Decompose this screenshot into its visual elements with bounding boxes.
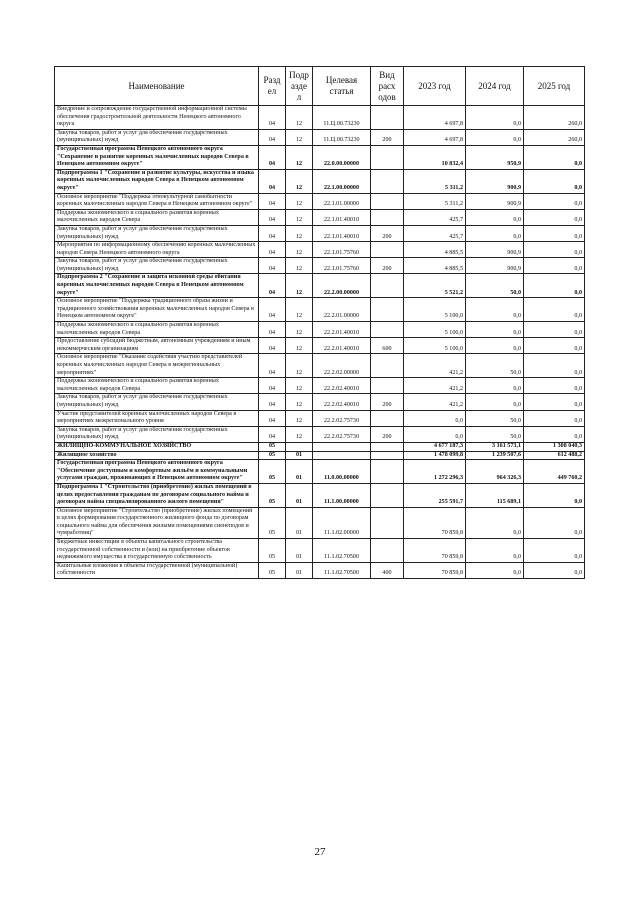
row-vid-cell bbox=[371, 193, 404, 209]
row-2024-cell: 964 326,3 bbox=[466, 460, 524, 484]
row-razdel-cell: 05 bbox=[259, 539, 286, 563]
table-header-row bbox=[55, 67, 585, 106]
table-row bbox=[55, 539, 585, 563]
row-podrazdel-cell: 01 bbox=[286, 539, 313, 563]
table-row bbox=[55, 338, 585, 354]
row-2024-cell: 3 161 573,1 bbox=[466, 442, 524, 451]
row-2023-cell: 70 859,8 bbox=[404, 562, 466, 578]
row-2025-cell: 0,0 bbox=[524, 274, 585, 298]
table-row bbox=[55, 225, 585, 241]
row-podrazdel-cell: 01 bbox=[286, 483, 313, 507]
row-razdel-cell: 04 bbox=[259, 322, 286, 338]
row-vid-cell bbox=[371, 274, 404, 298]
row-2023-cell: 1 478 099,8 bbox=[404, 451, 466, 460]
row-2025-cell: 0,0 bbox=[524, 322, 585, 338]
row-vid-cell bbox=[371, 322, 404, 338]
row-podrazdel-cell: 12 bbox=[286, 169, 313, 193]
row-2024-cell: 0,0 bbox=[466, 225, 524, 241]
row-2025-cell: 1 308 040,3 bbox=[524, 442, 585, 451]
row-podrazdel-cell: 01 bbox=[286, 451, 313, 460]
row-2023-cell: 70 859,8 bbox=[404, 507, 466, 538]
row-article-cell: 22.0.00.00000 bbox=[313, 145, 371, 169]
table-row bbox=[55, 394, 585, 410]
row-name-cell: Основное мероприятие "Строительство (приобретение) жилых помещений в целях формирования государственного жилищного фонда по договорам социального найма для обеспечения жилыми помещениями сиенеподов и чумработниц" bbox=[55, 507, 259, 538]
row-vid-cell bbox=[371, 442, 404, 451]
row-2024-cell: 0,0 bbox=[466, 378, 524, 394]
row-razdel-cell: 04 bbox=[259, 394, 286, 410]
row-2023-cell: 5 100,0 bbox=[404, 338, 466, 354]
row-podrazdel-cell: 12 bbox=[286, 338, 313, 354]
row-2024-cell: 1 239 507,6 bbox=[466, 451, 524, 460]
row-2025-cell: 0,0 bbox=[524, 562, 585, 578]
row-2025-cell: 612 488,2 bbox=[524, 451, 585, 460]
table-row bbox=[55, 562, 585, 578]
row-vid-cell: 400 bbox=[371, 562, 404, 578]
row-vid-cell bbox=[371, 298, 404, 322]
row-2025-cell: 260,0 bbox=[524, 106, 585, 130]
row-article-cell: 11.Ц.00.73230 bbox=[313, 106, 371, 130]
row-2024-cell: 0,0 bbox=[466, 322, 524, 338]
row-podrazdel-cell: 12 bbox=[286, 145, 313, 169]
row-razdel-cell: 04 bbox=[259, 298, 286, 322]
row-2025-cell: 0,0 bbox=[524, 209, 585, 225]
row-name-cell: Закупка товаров, работ и услуг для обеспечения государственных (муниципальных) нужд bbox=[55, 426, 259, 442]
row-razdel-cell: 04 bbox=[259, 193, 286, 209]
row-vid-cell bbox=[371, 539, 404, 563]
row-2023-cell: 421,2 bbox=[404, 394, 466, 410]
row-2023-cell: 70 859,8 bbox=[404, 539, 466, 563]
row-name-cell: Поддержка экономического и социального развития коренных малочисленных народов Севера bbox=[55, 209, 259, 225]
row-vid-cell bbox=[371, 460, 404, 484]
row-2025-cell: 0,0 bbox=[524, 298, 585, 322]
row-2024-cell: 0,0 bbox=[466, 394, 524, 410]
row-podrazdel-cell: 01 bbox=[286, 460, 313, 484]
row-podrazdel-cell: 12 bbox=[286, 193, 313, 209]
row-podrazdel-cell: 01 bbox=[286, 562, 313, 578]
table-row bbox=[55, 322, 585, 338]
table-row bbox=[55, 258, 585, 274]
header-name: Наименование bbox=[55, 67, 259, 106]
row-2025-cell: 0,0 bbox=[524, 354, 585, 378]
row-name-cell: Основное мероприятие "Поддержка этнокультурной самобытности коренных малочисленных народов Севера в Ненецком автономном округе" bbox=[55, 193, 259, 209]
row-podrazdel-cell: 12 bbox=[286, 378, 313, 394]
table-row bbox=[55, 442, 585, 451]
row-2025-cell: 0,0 bbox=[524, 258, 585, 274]
row-vid-cell: 600 bbox=[371, 338, 404, 354]
row-razdel-cell: 04 bbox=[259, 354, 286, 378]
header-2025: 2025 год bbox=[524, 67, 585, 106]
row-name-cell: Бюджетные инвестиции в объекты капитального строительства государственной собственности и (или) на приобретение объектов недвижимого имущества в государственную собственность bbox=[55, 539, 259, 563]
header-vid: Вид расх одов bbox=[371, 67, 404, 106]
row-vid-cell bbox=[371, 209, 404, 225]
row-article-cell: 22.2.00.00000 bbox=[313, 274, 371, 298]
row-article-cell: 22.2.02.75730 bbox=[313, 426, 371, 442]
row-vid-cell bbox=[371, 410, 404, 426]
row-article-cell: 22.2.01.00000 bbox=[313, 298, 371, 322]
row-vid-cell bbox=[371, 106, 404, 130]
row-article-cell bbox=[313, 442, 371, 451]
row-podrazdel-cell: 12 bbox=[286, 209, 313, 225]
row-article-cell: 11.Ц.00.73230 bbox=[313, 129, 371, 145]
row-2025-cell: 0,0 bbox=[524, 394, 585, 410]
row-2025-cell: 0,0 bbox=[524, 242, 585, 258]
table-row bbox=[55, 209, 585, 225]
row-2025-cell: 0,0 bbox=[524, 225, 585, 241]
row-2024-cell: 0,0 bbox=[466, 106, 524, 130]
row-name-cell: Закупка товаров, работ и услуг для обеспечения государственных (муниципальных) нужд bbox=[55, 394, 259, 410]
row-2023-cell: 4 885,5 bbox=[404, 242, 466, 258]
row-article-cell: 22.1.01.75760 bbox=[313, 258, 371, 274]
row-article-cell: 22.1.01.75760 bbox=[313, 242, 371, 258]
header-podrazdel: Подр азде л bbox=[286, 67, 313, 106]
row-2023-cell: 425,7 bbox=[404, 225, 466, 241]
table-row bbox=[55, 483, 585, 507]
row-podrazdel-cell: 12 bbox=[286, 129, 313, 145]
row-2025-cell: 0,0 bbox=[524, 539, 585, 563]
table-row bbox=[55, 426, 585, 442]
row-razdel-cell: 04 bbox=[259, 209, 286, 225]
row-podrazdel-cell: 12 bbox=[286, 298, 313, 322]
row-podrazdel-cell: 12 bbox=[286, 394, 313, 410]
row-podrazdel-cell: 01 bbox=[286, 507, 313, 538]
row-2023-cell: 1 272 296,3 bbox=[404, 460, 466, 484]
row-2024-cell: 950,9 bbox=[466, 145, 524, 169]
row-2024-cell: 50,0 bbox=[466, 410, 524, 426]
row-razdel-cell: 05 bbox=[259, 451, 286, 460]
row-name-cell: Основное мероприятие "Оказание содействия участию представителей коренных малочисленных народов Севера в межрегиональных мероприятиях" bbox=[55, 354, 259, 378]
row-article-cell bbox=[313, 451, 371, 460]
row-2023-cell: 5 521,2 bbox=[404, 274, 466, 298]
row-name-cell: Капитальные вложения в объекты государственной (муниципальной) собственности bbox=[55, 562, 259, 578]
row-article-cell: 22.1.01.40010 bbox=[313, 225, 371, 241]
row-2025-cell: 0,0 bbox=[524, 483, 585, 507]
row-2025-cell: 0,0 bbox=[524, 378, 585, 394]
row-vid-cell bbox=[371, 451, 404, 460]
table-body bbox=[55, 106, 585, 579]
row-razdel-cell: 04 bbox=[259, 426, 286, 442]
row-razdel-cell: 04 bbox=[259, 258, 286, 274]
row-name-cell: Мероприятия по информационному обеспечению коренных малочисленных народов Севера Ненецкого автономного округа bbox=[55, 242, 259, 258]
row-podrazdel-cell: 12 bbox=[286, 410, 313, 426]
row-razdel-cell: 04 bbox=[259, 242, 286, 258]
row-2023-cell: 0,0 bbox=[404, 410, 466, 426]
row-article-cell: 22.2.02.40010 bbox=[313, 378, 371, 394]
row-2025-cell: 0,0 bbox=[524, 410, 585, 426]
row-vid-cell: 200 bbox=[371, 225, 404, 241]
row-name-cell: Поддержка экономического и социального развития коренных малочисленных народов Севера bbox=[55, 378, 259, 394]
row-2023-cell: 4 697,8 bbox=[404, 129, 466, 145]
row-2024-cell: 0,0 bbox=[466, 209, 524, 225]
row-2024-cell: 50,0 bbox=[466, 354, 524, 378]
row-article-cell: 22.2.02.75730 bbox=[313, 410, 371, 426]
row-2024-cell: 0,0 bbox=[466, 298, 524, 322]
header-article: Целевая статья bbox=[313, 67, 371, 106]
row-name-cell: Подпрограмма 2 "Сохранение и защита исконной среды обитания коренных малочисленных народов Севера в Ненецком автономном округе" bbox=[55, 274, 259, 298]
row-2025-cell: 0,0 bbox=[524, 145, 585, 169]
table-row bbox=[55, 378, 585, 394]
row-2024-cell: 900,9 bbox=[466, 169, 524, 193]
row-2023-cell: 425,7 bbox=[404, 209, 466, 225]
row-2023-cell: 5 100,0 bbox=[404, 298, 466, 322]
row-razdel-cell: 04 bbox=[259, 169, 286, 193]
row-2023-cell: 5 311,2 bbox=[404, 169, 466, 193]
row-2025-cell: 260,0 bbox=[524, 129, 585, 145]
row-name-cell: ЖИЛИЩНО-КОММУНАЛЬНОЕ ХОЗЯЙСТВО bbox=[55, 442, 259, 451]
row-article-cell: 22.1.00.00000 bbox=[313, 169, 371, 193]
table-row bbox=[55, 145, 585, 169]
row-2025-cell: 0,0 bbox=[524, 338, 585, 354]
row-name-cell: Закупка товаров, работ и услуг для обеспечения государственных (муниципальных) нужд bbox=[55, 129, 259, 145]
table-row bbox=[55, 507, 585, 538]
row-razdel-cell: 05 bbox=[259, 460, 286, 484]
row-2024-cell: 0,0 bbox=[466, 539, 524, 563]
row-2023-cell: 4 885,5 bbox=[404, 258, 466, 274]
row-2024-cell: 900,9 bbox=[466, 242, 524, 258]
row-2024-cell: 0,0 bbox=[466, 507, 524, 538]
row-name-cell: Поддержка экономического и социального развития коренных малочисленных народов Севера bbox=[55, 322, 259, 338]
row-razdel-cell: 04 bbox=[259, 338, 286, 354]
row-razdel-cell: 05 bbox=[259, 507, 286, 538]
page-number: 27 bbox=[314, 846, 326, 858]
table-row bbox=[55, 274, 585, 298]
row-podrazdel-cell: 12 bbox=[286, 242, 313, 258]
row-vid-cell bbox=[371, 169, 404, 193]
table-row bbox=[55, 451, 585, 460]
row-2023-cell: 421,2 bbox=[404, 354, 466, 378]
row-article-cell: 11.1.00.00000 bbox=[313, 483, 371, 507]
row-name-cell: Государственная программа Ненецкого автономного округа "Обеспечение доступным и комфортным жильём и коммунальными услугами граждан, проживающих в Ненецком автономном округе" bbox=[55, 460, 259, 484]
row-2025-cell: 0,0 bbox=[524, 193, 585, 209]
row-vid-cell bbox=[371, 145, 404, 169]
table-row bbox=[55, 298, 585, 322]
row-name-cell: Жилищное хозяйство bbox=[55, 451, 259, 460]
row-article-cell: 22.2.02.00000 bbox=[313, 354, 371, 378]
table-row bbox=[55, 410, 585, 426]
row-name-cell: Подпрограмма 1 "Строительство (приобретение) жилых помещений в целях предоставления гражданам по договорам социального найма и договорам найма специализированного жилого помещения" bbox=[55, 483, 259, 507]
row-vid-cell bbox=[371, 354, 404, 378]
table-row bbox=[55, 129, 585, 145]
row-vid-cell: 200 bbox=[371, 129, 404, 145]
row-podrazdel-cell: 12 bbox=[286, 274, 313, 298]
row-2024-cell: 50,0 bbox=[466, 274, 524, 298]
row-razdel-cell: 05 bbox=[259, 562, 286, 578]
row-article-cell: 11.0.00.00000 bbox=[313, 460, 371, 484]
row-article-cell: 22.2.01.40010 bbox=[313, 322, 371, 338]
row-article-cell: 22.1.01.40010 bbox=[313, 209, 371, 225]
row-2023-cell: 0,0 bbox=[404, 426, 466, 442]
row-vid-cell: 200 bbox=[371, 426, 404, 442]
row-2024-cell: 900,9 bbox=[466, 258, 524, 274]
row-2024-cell: 0,0 bbox=[466, 338, 524, 354]
row-2025-cell: 0,0 bbox=[524, 426, 585, 442]
row-2023-cell: 10 832,4 bbox=[404, 145, 466, 169]
table-row bbox=[55, 193, 585, 209]
row-name-cell: Государственная программа Ненецкого автономного округа "Сохранение и развитие коренных малочисленных народов Севера в Ненецком автономном округе" bbox=[55, 145, 259, 169]
row-razdel-cell: 04 bbox=[259, 274, 286, 298]
row-razdel-cell: 04 bbox=[259, 378, 286, 394]
row-razdel-cell: 04 bbox=[259, 145, 286, 169]
row-name-cell: Основное мероприятие "Поддержка традиционного образа жизни и традиционного хозяйствования коренных малочисленных народов Севера в Ненецком автономном округе" bbox=[55, 298, 259, 322]
table-row bbox=[55, 169, 585, 193]
row-vid-cell: 200 bbox=[371, 258, 404, 274]
table-row bbox=[55, 460, 585, 484]
row-2025-cell: 0,0 bbox=[524, 507, 585, 538]
row-article-cell: 22.1.01.00000 bbox=[313, 193, 371, 209]
row-razdel-cell: 04 bbox=[259, 410, 286, 426]
row-razdel-cell: 05 bbox=[259, 483, 286, 507]
row-podrazdel-cell: 12 bbox=[286, 225, 313, 241]
row-podrazdel-cell bbox=[286, 442, 313, 451]
row-name-cell: Внедрение и сопровождение государственной информационной системы обеспечения градостроительной деятельности Ненецкого автономного округа bbox=[55, 106, 259, 130]
row-article-cell: 22.2.01.40010 bbox=[313, 338, 371, 354]
row-2024-cell: 115 689,1 bbox=[466, 483, 524, 507]
table-row bbox=[55, 242, 585, 258]
row-2024-cell: 0,0 bbox=[466, 562, 524, 578]
row-podrazdel-cell: 12 bbox=[286, 426, 313, 442]
row-2023-cell: 5 311,2 bbox=[404, 193, 466, 209]
row-podrazdel-cell: 12 bbox=[286, 106, 313, 130]
row-vid-cell bbox=[371, 483, 404, 507]
row-razdel-cell: 04 bbox=[259, 129, 286, 145]
row-article-cell: 11.1.02.70500 bbox=[313, 539, 371, 563]
row-2023-cell: 4 677 187,3 bbox=[404, 442, 466, 451]
row-article-cell: 11.1.02.70500 bbox=[313, 562, 371, 578]
header-razdel: Разд ел bbox=[259, 67, 286, 106]
row-vid-cell bbox=[371, 378, 404, 394]
row-article-cell: 22.2.02.40010 bbox=[313, 394, 371, 410]
row-podrazdel-cell: 12 bbox=[286, 258, 313, 274]
row-name-cell: Закупка товаров, работ и услуг для обеспечения государственных (муниципальных) нужд bbox=[55, 258, 259, 274]
row-razdel-cell: 04 bbox=[259, 225, 286, 241]
table-row bbox=[55, 106, 585, 130]
header-2024: 2024 год bbox=[466, 67, 524, 106]
row-2025-cell: 449 760,2 bbox=[524, 460, 585, 484]
budget-table bbox=[54, 66, 585, 579]
row-name-cell: Закупка товаров, работ и услуг для обеспечения государственных (муниципальных) нужд bbox=[55, 225, 259, 241]
row-name-cell: Подпрограмма 1 "Сохранение и развитие культуры, искусства и языка коренных малочисленных народов Севера в Ненецком автономном округе" bbox=[55, 169, 259, 193]
budget-table-sheet bbox=[54, 66, 584, 579]
table-row bbox=[55, 354, 585, 378]
row-podrazdel-cell: 12 bbox=[286, 322, 313, 338]
header-2023: 2023 год bbox=[404, 67, 466, 106]
row-2024-cell: 900,9 bbox=[466, 193, 524, 209]
row-razdel-cell: 04 bbox=[259, 106, 286, 130]
row-2023-cell: 5 100,0 bbox=[404, 322, 466, 338]
row-2023-cell: 4 697,8 bbox=[404, 106, 466, 130]
row-article-cell: 11.1.02.00000 bbox=[313, 507, 371, 538]
row-vid-cell bbox=[371, 507, 404, 538]
row-vid-cell: 200 bbox=[371, 394, 404, 410]
row-vid-cell bbox=[371, 242, 404, 258]
row-razdel-cell: 05 bbox=[259, 442, 286, 451]
row-podrazdel-cell: 12 bbox=[286, 354, 313, 378]
row-2024-cell: 0,0 bbox=[466, 129, 524, 145]
row-2024-cell: 50,0 bbox=[466, 426, 524, 442]
row-name-cell: Участие представителей коренных малочисленных народов Севера в мероприятиях межрегионального уровня bbox=[55, 410, 259, 426]
row-2023-cell: 255 591,7 bbox=[404, 483, 466, 507]
row-name-cell: Предоставление субсидий бюджетным, автономным учреждениям и иным некоммерческим организациям bbox=[55, 338, 259, 354]
row-2025-cell: 0,0 bbox=[524, 169, 585, 193]
row-2023-cell: 421,2 bbox=[404, 378, 466, 394]
